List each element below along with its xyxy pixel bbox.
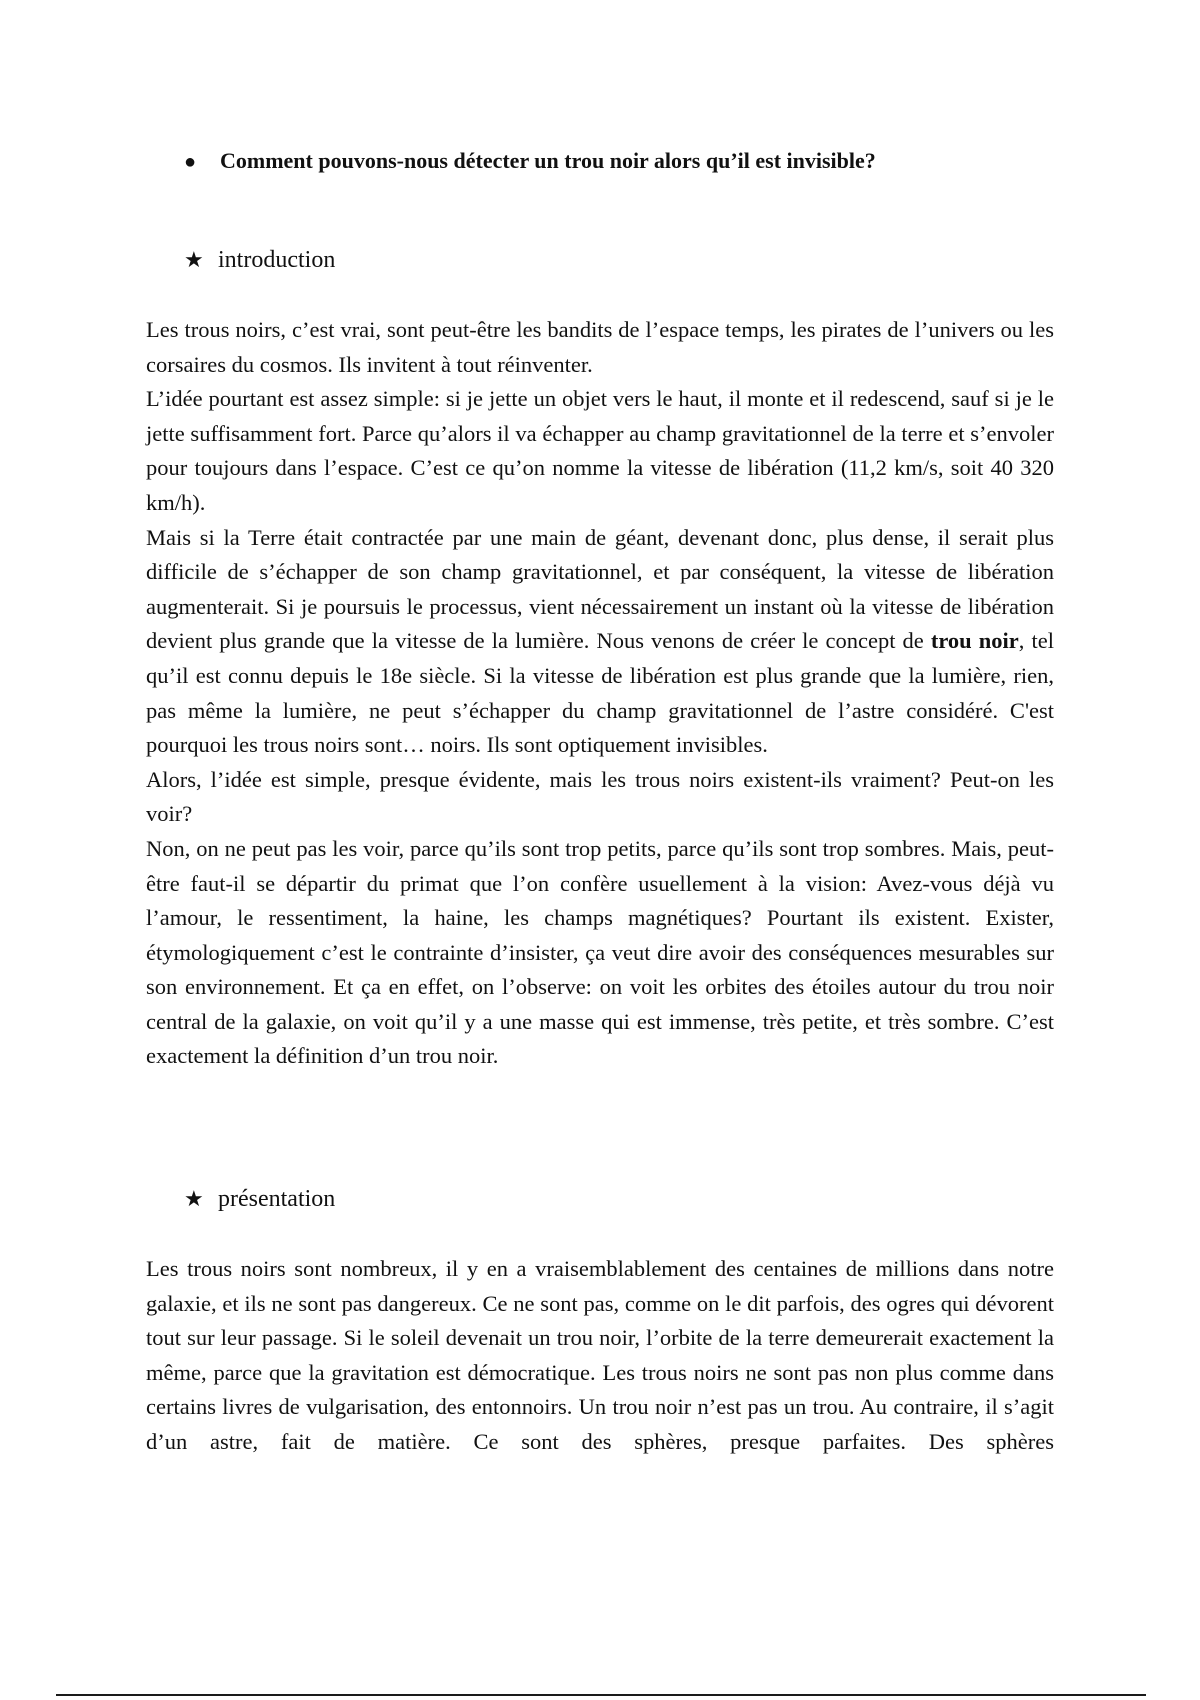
introduction-body bbox=[146, 313, 1054, 1074]
paragraph: Les trous noirs sont nombreux, il y en a vraisemblablement des centaines de millions dans notre galaxie, et ils ne sont pas dangereux. Ce ne sont pas, comme on le dit parfois, des ogres qui dévorent tout sur leur passage. Si le soleil devenait un trou noir, l’orbite de la terre demeurerait exactement la même, parce que la gravitation est démocratique. Les trous noirs ne sont pas non plus comme dans certains livres de vulgarisation, des entonnoirs. Un trou noir n’est pas un trou. Au contraire, il s’agit d’un astre, fait de matière. Ce sont des sphères, presque parfaites. Des sphères bbox=[146, 1256, 1054, 1454]
star-icon: ★ bbox=[184, 248, 204, 273]
paragraph: Alors, l’idée est simple, presque évidente, mais les trous noirs existent-ils vraiment? Peut-on les voir? bbox=[146, 766, 1054, 827]
star-icon: ★ bbox=[184, 1187, 204, 1212]
paragraph-text: , tel qu’il est connu depuis le 18e siècle. Si la vitesse de libération est plus grande que la lumière, rien, pas même la lumière, ne peut s’échapper du champ gravitationnel de l’astre considéré. C'est pourquoi les trous noirs sont… noirs. Ils sont optiquement invisibles. bbox=[146, 628, 1054, 758]
bold-term: trou noir bbox=[930, 628, 1019, 654]
section-heading-text: présentation bbox=[218, 1186, 336, 1212]
paragraph bbox=[146, 521, 1054, 763]
section-heading-text: introduction bbox=[218, 247, 336, 273]
section-heading-introduction bbox=[184, 245, 335, 276]
question-text: Comment pouvons-nous détecter un trou noir alors qu’il est invisible? bbox=[220, 148, 876, 173]
presentation-body bbox=[146, 1252, 1054, 1460]
paragraph: Non, on ne peut pas les voir, parce qu’ils sont trop petits, parce qu’ils sont trop sombres. Mais, peut-être faut-il se départir du primat que l’on confère usuellement à la vision: Avez-vous déjà vu l’amour, le ressentiment, la haine, les champs magnétiques? Pourtant ils existent. Exister, étymologiquement c’est le contrainte d’insister, ça veut dire avoir des conséquences mesurables sur son environnement. Et ça en effet, on l’observe: on voit les orbites des étoiles autour du trou noir central de la galaxie, on voit qu’il y a une masse qui est immense, très petite, et très sombre. C’est exactement la définition d’un trou noir. bbox=[146, 835, 1054, 1069]
question-item bbox=[184, 146, 1084, 177]
paragraph-text: Mais si la Terre était contractée par une main de géant, devenant donc, plus dense, il serait plus difficile de s’échapper de son champ gravitationnel, et par conséquent, la vitesse de libération augmenterait. Si je poursuis le processus, vient nécessairement un instant où la vitesse de libération devient plus grande que la vitesse de la lumière. Nous venons de créer le concept de bbox=[146, 524, 1054, 654]
section-heading-presentation bbox=[184, 1184, 335, 1215]
paragraph: L’idée pourtant est assez simple: si je jette un objet vers le haut, il monte et il redescend, sauf si je le jette suffisamment fort. Parce qu’alors il va échapper au champ gravitationnel de la terre et s’envoler pour toujours dans l’espace. C’est ce qu’on nomme la vitesse de libération (11,2 km/s, soit 40 320 km/h). bbox=[146, 386, 1054, 515]
page-bottom-rule bbox=[56, 1694, 1146, 1696]
paragraph: Les trous noirs, c’est vrai, sont peut-être les bandits de l’espace temps, les pirates de l’univers ou les corsaires du cosmos. Ils invitent à tout réinventer. bbox=[146, 317, 1054, 377]
bullet-icon: ● bbox=[184, 151, 197, 173]
